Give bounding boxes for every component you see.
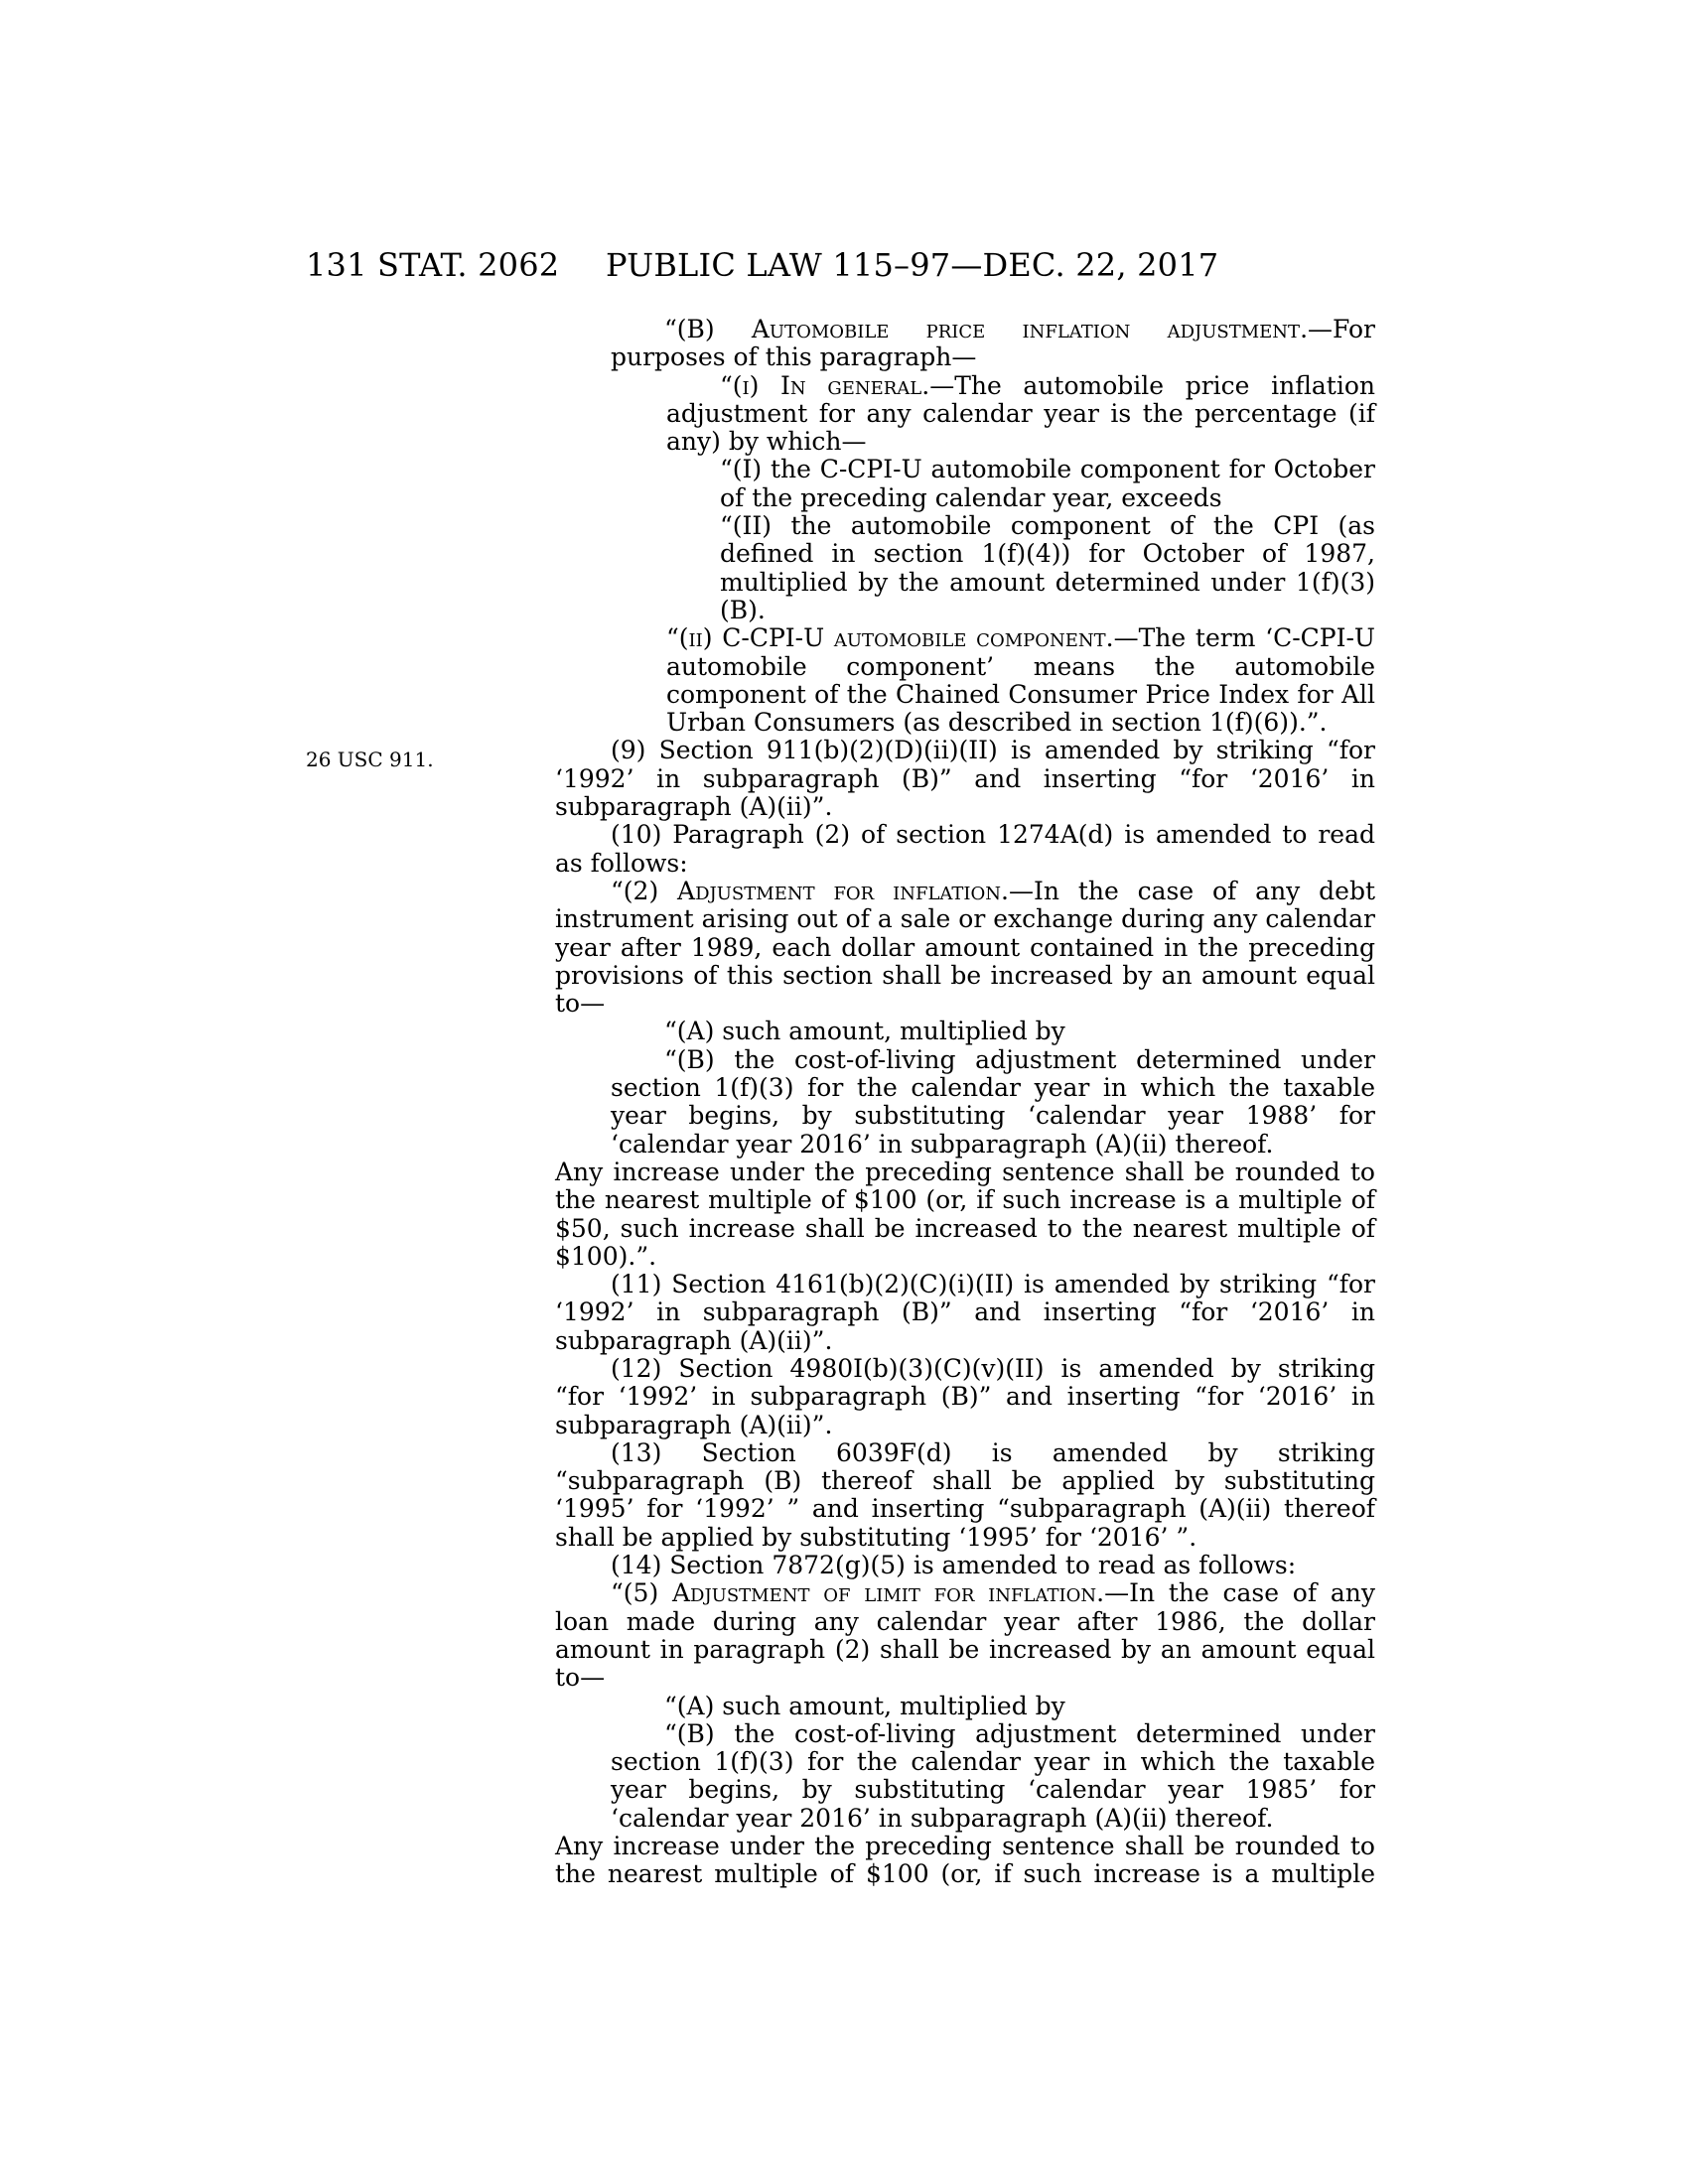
paragraph-10: (10) Paragraph (2) of section 1274A(d) is amended to read as follows: [555,820,1375,878]
document-body [555,316,1375,1889]
statute-page-reference: 131 STAT. 2062 [306,246,560,284]
paragraph-14-B: “(B) the cost-of-living adjustment determined under section 1(f)(3) for the calendar year in which the taxable year begins, by substituting ‘calendar year 1985’ for ‘calendar year 2016’ in subparagraph (A)(ii) thereof. [611,1718,1375,1833]
running-header-title: PUBLIC LAW 115–97—DEC. 22, 2017 [606,246,1219,284]
paragraph-10-tail: Any increase under the preceding sentence shall be rounded to the nearest multiple of $100 (or, if such increase is a multiple of $50, such increase shall be increased to the nearest multiple of $100).”. [555,1157,1375,1271]
paragraph-10-B: “(B) the cost-of-living adjustment determined under section 1(f)(3) for the calendar year in which the taxable year begins, by substituting ‘calendar year 1988’ for ‘calendar year 2016’ in subparagraph (A)(ii) thereof. [611,1044,1375,1159]
paragraph-14-A: “(A) such amount, multiplied by [664,1691,1065,1720]
paragraph-14-5 [555,1579,1375,1692]
clause-i [555,372,1375,457]
heading-ii: “(ii) C-CPI-U automobile component. [666,623,1114,653]
heading-i: “(i) In general. [720,370,930,400]
subclause-II: “(II) the automobile component of the CPI (as defined in section 1(f)(4)) for October of 1987, multiplied by the amount determined under 1(f)(3)(B). [720,511,1375,624]
heading-14-5: “(5) Adjustment of limit for inflation. [611,1578,1105,1608]
paragraph-11: (11) Section 4161(b)(2)(C)(i)(II) is amended by striking “for ‘1992’ in subparagraph (B)” and inserting “for ‘2016’ in subparagraph (A)(ii)”. [555,1270,1375,1355]
paragraph-b [555,316,1375,372]
text-10-2: —In the case of any debt instrument arising out of a sale or exchange during any calendar year after 1989, each dollar amount contained in the preceding provisions of this section shall be increased by an amount equal to— [555,876,1375,1019]
text-14-5: —In the case of any loan made during any calendar year after 1986, the dollar amount in paragraph (2) shall be increased by an amount equal to— [555,1578,1375,1693]
heading-10-2: “(2) Adjustment for inflation. [611,876,1009,905]
subclause-I: “(I) the C-CPI-U automobile component for October of the preceding calendar year, exceeds [720,455,1375,512]
paragraph-10-2 [555,878,1375,1018]
heading-b: “(B) Automobile price inflation adjustment. [664,315,1309,343]
paragraph-14-tail: Any increase under the preceding sentence shall be rounded to the nearest multiple of $100 (or, if such increase is a multiple [555,1832,1375,1889]
paragraph-13: (13) Section 6039F(d) is amended by striking “subparagraph (B) thereof shall be applied by substituting ‘1995’ for ‘1992’ ” and inserting “subparagraph (A)(ii) thereof shall be applied by substituting ‘1995’ for ‘2016’ ”. [555,1437,1375,1552]
paragraph-12: (12) Section 4980I(b)(3)(C)(v)(II) is amended by striking “for ‘1992’ in subparagraph (B)” and inserting “for ‘2016’ in subparagraph (A)(ii)”. [555,1353,1375,1439]
clause-ii [555,624,1375,737]
paragraph-14: (14) Section 7872(g)(5) is amended to read as follows: [611,1551,1297,1580]
paragraph-9: (9) Section 911(b)(2)(D)(ii)(II) is amended by striking “for ‘1992’ in subparagraph (B)” and inserting “for ‘2016’ in subparagraph (A)(ii)”. [555,736,1375,822]
text-b: —For purposes of this paragraph— [611,315,1375,372]
margin-note: 26 USC 911. [306,748,434,771]
text-ii: —The term ‘C-CPI-U automobile component’ means the automobile component of the Chained Consumer Price Index for All Urban Consumers (as described in section 1(f)(6)).”. [666,623,1375,738]
paragraph-10-A: “(A) such amount, multiplied by [664,1017,1065,1046]
text-i: —The automobile price inflation adjustment for any calendar year is the percentage (if any) by which— [666,370,1376,457]
